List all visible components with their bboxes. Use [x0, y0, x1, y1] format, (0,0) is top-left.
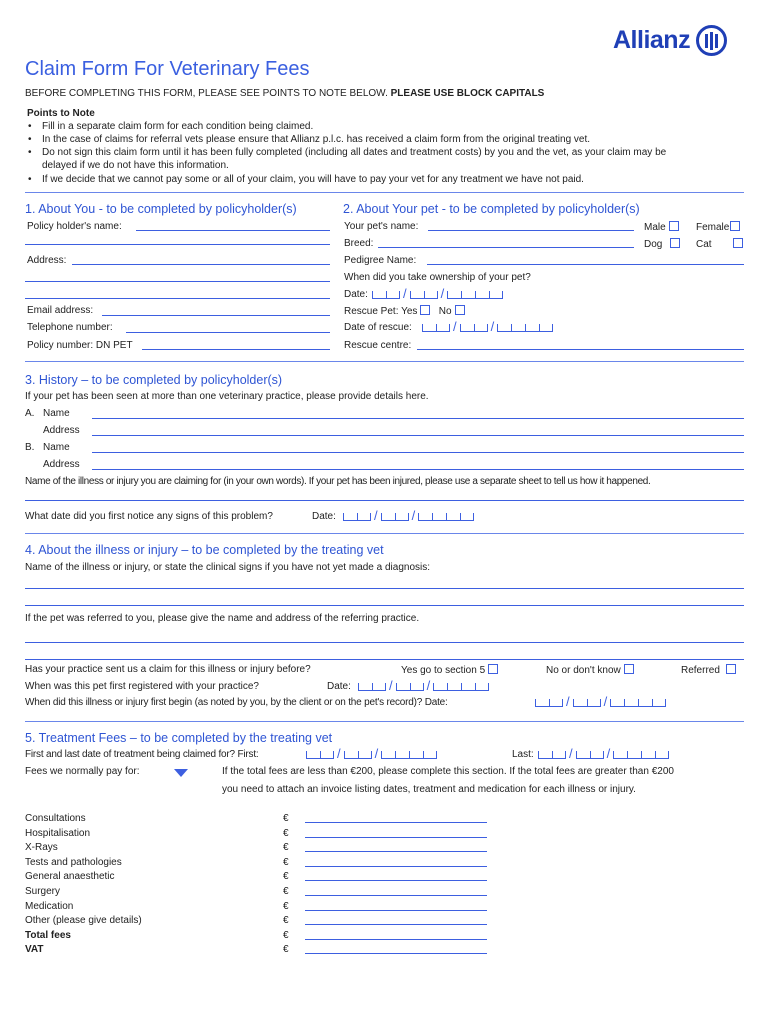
last-treatment-date-field[interactable] — [538, 746, 669, 761]
label: Address: — [27, 255, 67, 266]
first-treatment-date-field[interactable] — [306, 746, 437, 761]
date-separator: / — [569, 746, 573, 761]
digit-box[interactable] — [624, 699, 638, 707]
label: First and last date of treatment being claimed for? First: — [25, 749, 259, 760]
day-month-boxes[interactable] — [410, 291, 438, 299]
digit-box[interactable] — [358, 751, 372, 759]
label: When did this illness or injury first begin (as noted by you, by the client or on the pet's record)? Date: — [25, 697, 448, 708]
digit-box[interactable] — [538, 751, 552, 759]
label: Name — [43, 442, 70, 453]
allianz-logo — [613, 25, 727, 56]
digit-box[interactable] — [424, 291, 438, 299]
digit-box[interactable] — [395, 513, 409, 521]
label: Has your practice sent us a claim for this illness or injury before? — [25, 664, 311, 675]
female-checkbox[interactable] — [730, 221, 740, 231]
fee-amount-field[interactable] — [305, 851, 487, 852]
ownership-date-field[interactable] — [372, 286, 503, 301]
digit-box[interactable] — [474, 324, 488, 332]
digit-box[interactable] — [552, 751, 566, 759]
digit-box[interactable] — [475, 683, 489, 691]
policyholder-name-field[interactable] — [136, 230, 330, 231]
label: When was this pet first registered with your practice? — [25, 681, 259, 692]
day-month-boxes[interactable] — [381, 513, 409, 521]
date-separator: / — [337, 746, 341, 761]
rescue-yes-checkbox[interactable] — [420, 305, 430, 315]
day-month-boxes[interactable] — [573, 699, 601, 707]
label: No — [438, 306, 452, 317]
day-month-boxes[interactable] — [576, 751, 604, 759]
digit-box[interactable] — [422, 324, 436, 332]
label: Rescue centre: — [344, 340, 412, 351]
illness-begin-date-field[interactable] — [535, 694, 666, 709]
policyholder-name-field-2[interactable] — [25, 244, 330, 245]
label: Policy number: DN PET — [27, 340, 133, 351]
label: Referred — [681, 665, 720, 676]
practice-a-name-field[interactable] — [92, 418, 744, 419]
fee-label: General anaesthetic — [25, 871, 115, 883]
year-boxes[interactable] — [610, 699, 666, 707]
digit-box[interactable] — [372, 683, 386, 691]
breed-field[interactable] — [378, 247, 634, 248]
rescue-pet-options — [344, 305, 465, 318]
fee-amount-field[interactable] — [305, 953, 487, 954]
euro-symbol: € — [283, 813, 289, 824]
date-separator: / — [403, 286, 407, 301]
label: Address — [43, 425, 80, 436]
year-boxes[interactable] — [381, 751, 437, 759]
label: Name of the illness or injury, or state the clinical signs if you have not yet made a diagnosis: — [25, 562, 431, 573]
illness-field[interactable] — [25, 500, 744, 501]
label: Telephone number: — [27, 322, 113, 333]
cat-checkbox[interactable] — [733, 238, 743, 248]
fee-label: Surgery — [25, 886, 61, 897]
label: Date: — [344, 289, 368, 300]
point-item: Fill in a separate claim form for each condition being claimed. — [42, 121, 314, 132]
fee-amount-field[interactable] — [305, 866, 487, 867]
logo-text: Allianz — [613, 26, 691, 54]
label: A. — [25, 408, 35, 419]
section-5-heading: 5. Treatment Fees – to be completed by the treating vet — [25, 731, 333, 745]
day-month-boxes[interactable] — [538, 751, 566, 759]
dropdown-triangle-icon[interactable] — [174, 769, 188, 777]
day-month-boxes[interactable] — [358, 683, 386, 691]
fee-amount-field[interactable] — [305, 837, 487, 838]
day-month-boxes[interactable] — [343, 513, 371, 521]
fee-label: Consultations — [25, 813, 86, 824]
digit-box[interactable] — [587, 699, 601, 707]
year-boxes[interactable] — [447, 291, 503, 299]
digit-box[interactable] — [357, 513, 371, 521]
practice-a-address-field[interactable] — [92, 435, 744, 436]
fee-label: Tests and pathologies — [25, 856, 122, 868]
digit-box[interactable] — [549, 699, 563, 707]
pedigree-name-field[interactable] — [427, 264, 744, 265]
label: Cat — [696, 239, 712, 250]
digit-box[interactable] — [447, 683, 461, 691]
digit-box[interactable] — [576, 751, 590, 759]
euro-symbol: € — [283, 944, 289, 956]
digit-box[interactable] — [344, 751, 358, 759]
digit-box[interactable] — [446, 513, 460, 521]
day-month-boxes[interactable] — [460, 324, 488, 332]
practice-b-address-field[interactable] — [92, 469, 744, 470]
referring-practice-field-2[interactable] — [25, 659, 744, 660]
label: Your pet's name: — [344, 221, 419, 232]
label: No or don't know — [546, 665, 621, 676]
date-separator: / — [490, 319, 495, 334]
digit-box[interactable] — [418, 513, 432, 521]
label: When did you take ownership of your pet? — [344, 272, 531, 283]
referred-checkbox[interactable] — [726, 664, 736, 674]
euro-symbol: € — [283, 871, 289, 883]
fee-label: VAT — [25, 944, 44, 956]
date-separator: / — [389, 678, 393, 693]
bullet: • — [28, 121, 32, 132]
euro-symbol: € — [283, 856, 289, 868]
digit-box[interactable] — [410, 291, 424, 299]
section-2-heading: 2. About Your pet - to be completed by policyholder(s) — [343, 202, 640, 216]
date-separator: / — [374, 508, 378, 523]
date-separator: / — [411, 508, 416, 523]
label: If the total fees are less than €200, please complete this section. If the total fees are greater than €200 — [222, 766, 674, 777]
dog-checkbox[interactable] — [670, 238, 680, 248]
label: Yes go to section 5 — [401, 665, 486, 676]
pet-name-field[interactable] — [428, 230, 634, 231]
digit-box[interactable] — [613, 751, 627, 759]
fee-label: Other (please give details) — [25, 915, 142, 927]
fee-amount-field[interactable] — [305, 939, 487, 940]
day-month-boxes[interactable] — [306, 751, 334, 759]
digit-box[interactable] — [343, 513, 357, 521]
female-option[interactable] — [696, 221, 740, 234]
male-checkbox[interactable] — [669, 221, 679, 231]
digit-box[interactable] — [461, 291, 475, 299]
digit-box[interactable] — [460, 513, 474, 521]
digit-box[interactable] — [652, 699, 666, 707]
year-boxes[interactable] — [613, 751, 669, 759]
label: Dog — [644, 239, 663, 250]
no-checkbox[interactable] — [624, 664, 634, 674]
digit-box[interactable] — [423, 751, 437, 759]
label: Breed: — [344, 238, 374, 249]
rescue-date-field[interactable] — [422, 319, 553, 334]
digit-box[interactable] — [461, 683, 475, 691]
date-separator: / — [426, 678, 431, 693]
label: Email address: — [27, 305, 94, 316]
digit-box[interactable] — [475, 291, 489, 299]
label: Date: — [312, 511, 336, 522]
no-option[interactable] — [546, 664, 634, 677]
fee-label: Total fees — [25, 929, 71, 941]
label: B. — [25, 442, 35, 453]
fee-label: Medication — [25, 900, 74, 912]
label: Date of rescue: — [344, 322, 412, 333]
label: Name of the illness or injury you are claiming for (in your own words). If your pet has been injured, please use a separate sheet to tell us how it happened. — [25, 476, 651, 487]
year-boxes[interactable] — [433, 683, 489, 691]
divider — [25, 361, 744, 362]
digit-box[interactable] — [535, 699, 549, 707]
yes-option[interactable] — [401, 664, 498, 677]
digit-box[interactable] — [638, 699, 652, 707]
euro-symbol: € — [283, 929, 289, 941]
date-separator: / — [606, 746, 611, 761]
euro-symbol: € — [283, 915, 289, 927]
day-month-boxes[interactable] — [372, 291, 400, 299]
digit-box[interactable] — [306, 751, 320, 759]
digit-box[interactable] — [409, 751, 423, 759]
label: Pedigree Name: — [344, 255, 417, 266]
address-field-3[interactable] — [25, 298, 330, 299]
bullet: • — [28, 174, 32, 185]
digit-box[interactable] — [381, 513, 395, 521]
day-month-boxes[interactable] — [344, 751, 372, 759]
bullet: • — [28, 147, 32, 158]
digit-box[interactable] — [395, 751, 409, 759]
label: Date: — [327, 681, 351, 692]
digit-box[interactable] — [655, 751, 669, 759]
divider — [25, 533, 744, 534]
digit-box[interactable] — [573, 699, 587, 707]
section-1-heading: 1. About You - to be completed by policyholder(s) — [25, 202, 297, 216]
digit-box[interactable] — [432, 513, 446, 521]
section-3-heading: 3. History – to be completed by policyholder(s) — [25, 373, 283, 387]
euro-symbol: € — [283, 842, 289, 854]
digit-box[interactable] — [590, 751, 604, 759]
day-month-boxes[interactable] — [422, 324, 450, 332]
digit-box[interactable] — [447, 291, 461, 299]
fee-amount-field[interactable] — [305, 822, 487, 823]
intro-text — [25, 88, 544, 100]
digit-box[interactable] — [641, 751, 655, 759]
registered-date-field[interactable] — [358, 678, 489, 693]
rescue-no-checkbox[interactable] — [455, 305, 465, 315]
section-4-heading: 4. About the illness or injury – to be completed by the treating vet — [25, 543, 384, 557]
digit-box[interactable] — [358, 683, 372, 691]
point-item: Do not sign this claim form until it has been fully completed (including all dates and treatment costs) by you and the vet, as your claim may be — [42, 147, 667, 158]
day-month-boxes[interactable] — [396, 683, 424, 691]
bullet: • — [28, 134, 32, 145]
page-title: Claim Form For Veterinary Fees — [25, 58, 310, 80]
label: If your pet has been seen at more than one veterinary practice, please provide details here. — [25, 391, 429, 402]
label: Policy holder's name: — [27, 221, 122, 232]
intro-bold: PLEASE USE BLOCK CAPITALS — [390, 88, 545, 99]
digit-box[interactable] — [436, 324, 450, 332]
digit-box[interactable] — [433, 683, 447, 691]
dog-option[interactable] — [644, 238, 680, 251]
yes-checkbox[interactable] — [488, 664, 498, 674]
euro-symbol: € — [283, 886, 289, 897]
label: If the pet was referred to you, please give the name and address of the referring practice. — [25, 613, 420, 624]
digit-box[interactable] — [410, 683, 424, 691]
label: you need to attach an invoice listing dates, treatment and medication for each illness or injury. — [222, 784, 636, 795]
address-field-2[interactable] — [25, 281, 330, 282]
point-item: In the case of claims for referral vets please ensure that Allianz p.l.c. has received a claim form from the original treating vet. — [42, 134, 591, 145]
label: Male — [644, 222, 666, 233]
email-field[interactable] — [102, 315, 330, 316]
address-field[interactable] — [72, 264, 330, 265]
label: Address — [43, 459, 80, 470]
telephone-field[interactable] — [126, 332, 330, 333]
date-separator: / — [440, 286, 445, 301]
label: What date did you first notice any signs of this problem? — [25, 511, 273, 522]
digit-box[interactable] — [396, 683, 410, 691]
point-item: delayed if we do not have this information. — [42, 160, 229, 171]
cat-option[interactable] — [696, 238, 743, 251]
label: Female — [696, 222, 730, 233]
day-month-boxes[interactable] — [535, 699, 563, 707]
fee-amount-field[interactable] — [305, 895, 487, 896]
fee-amount-field[interactable] — [305, 924, 487, 925]
digit-box[interactable] — [511, 324, 525, 332]
divider — [25, 721, 744, 722]
fee-label: X-Rays — [25, 842, 58, 854]
diagnosis-field-2[interactable] — [25, 605, 744, 606]
intro-caps: BEFORE COMPLETING THIS FORM, PLEASE SEE POINTS TO NOTE BELOW. — [25, 88, 388, 99]
digit-box[interactable] — [539, 324, 553, 332]
label: Rescue Pet: Yes — [344, 306, 418, 317]
label: Last: — [512, 749, 534, 760]
digit-box[interactable] — [320, 751, 334, 759]
referred-option[interactable] — [681, 664, 736, 677]
digit-box[interactable] — [610, 699, 624, 707]
diagnosis-field[interactable] — [25, 588, 744, 589]
rescue-centre-field[interactable] — [417, 349, 744, 350]
first-notice-date-field[interactable] — [343, 508, 474, 523]
euro-symbol: € — [283, 900, 289, 912]
digit-box[interactable] — [386, 291, 400, 299]
points-heading: Points to Note — [27, 108, 95, 119]
allianz-eagle-icon — [696, 25, 727, 56]
fee-label: Hospitalisation — [25, 827, 91, 839]
date-separator: / — [603, 694, 608, 709]
policy-number-field[interactable] — [142, 349, 330, 350]
date-separator: / — [374, 746, 379, 761]
digit-box[interactable] — [372, 291, 386, 299]
digit-box[interactable] — [525, 324, 539, 332]
digit-box[interactable] — [627, 751, 641, 759]
label: Name — [43, 408, 70, 419]
fee-amount-field[interactable] — [305, 880, 487, 881]
year-boxes[interactable] — [497, 324, 553, 332]
digit-box[interactable] — [497, 324, 511, 332]
year-boxes[interactable] — [418, 513, 474, 521]
practice-b-name-field[interactable] — [92, 452, 744, 453]
point-item: If we decide that we cannot pay some or all of your claim, you will have to pay your vet for any treatment we have not paid. — [42, 174, 584, 185]
date-separator: / — [566, 694, 570, 709]
euro-symbol: € — [283, 827, 289, 839]
date-separator: / — [453, 319, 457, 334]
referring-practice-field[interactable] — [25, 642, 744, 643]
digit-box[interactable] — [381, 751, 395, 759]
male-option[interactable] — [644, 221, 679, 234]
digit-box[interactable] — [489, 291, 503, 299]
digit-box[interactable] — [460, 324, 474, 332]
divider — [25, 192, 744, 193]
label: Fees we normally pay for: — [25, 766, 140, 777]
fee-amount-field[interactable] — [305, 910, 487, 911]
